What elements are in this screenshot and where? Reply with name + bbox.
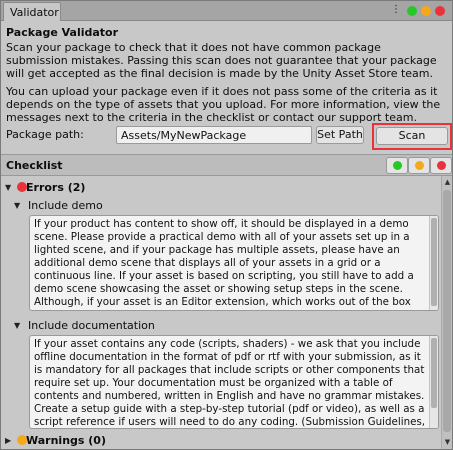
message-scrollbar[interactable] <box>429 336 438 428</box>
expand-arrow-icon[interactable]: ▼ <box>14 321 21 330</box>
include-documentation-text: If your asset contains any code (scripts, shaders) - we ask that you include offline documentation in the format of pdf or rtf with your submission, as it is mandatory for all packages that include scripts or other components that require set up. Your documentation must be organized with a table of contents and numbered, written in English and have no grammar mistakes. Create a setup guide with a step-by-step tutorial (pdf or video), as well as a script reference if users will need to do any coding. (Submission Guidelines, <box>34 338 426 428</box>
item-include-documentation[interactable] <box>14 318 155 334</box>
message-scroll-thumb[interactable] <box>431 218 437 306</box>
green-dot-icon <box>393 161 402 170</box>
description-paragraph-1: Scan your package to check that it does not have common package submission mistakes. Passing this scan does not guarantee that your package will get accepted as the final decision is made by the Unity Asset Store team. <box>6 41 437 80</box>
validator-content <box>1 22 452 449</box>
title-bar <box>1 1 452 21</box>
page-title: Package Validator <box>6 26 119 39</box>
collapse-arrow-icon[interactable]: ▶ <box>5 436 12 445</box>
include-documentation-message <box>29 335 439 429</box>
close-dot-icon[interactable] <box>435 6 445 16</box>
scroll-up-icon[interactable]: ▲ <box>444 178 451 186</box>
tab-validator[interactable]: Validator <box>3 2 61 21</box>
message-scrollbar[interactable] <box>429 216 438 310</box>
checklist-header <box>1 154 452 176</box>
minimize-dot-icon[interactable] <box>421 6 431 16</box>
window-menu-icon[interactable]: ⋮ <box>391 4 401 15</box>
red-dot-icon <box>437 161 446 170</box>
category-warnings[interactable] <box>5 433 106 449</box>
description-paragraph-2: You can upload your package even if it does not pass some of the criteria as it depends on the type of assets that you upload. For more information, view the messages next to the criteria in the checklist or contact our support team. <box>6 85 441 124</box>
category-errors[interactable] <box>5 180 86 196</box>
scan-button[interactable]: Scan <box>376 127 448 145</box>
package-path-input[interactable] <box>116 126 312 144</box>
checklist-title: Checklist <box>6 159 63 172</box>
include-demo-text: If your product has content to show off, it should be displayed in a demo scene. Please provide a practical demo with all of your assets set up in a lighted scene, and if your package has multiple assets, please have an additional demo scene that displays all of your assets in a grid or a continuous line. If your asset is based on scripting, you still have to add a demo scene showcasing the asset or showing setup steps in the scene. Although, if your asset is an Editor extension, which works out of the box <box>34 218 414 308</box>
scroll-down-icon[interactable]: ▼ <box>444 438 451 446</box>
maximize-dot-icon[interactable] <box>407 6 417 16</box>
checklist-scrollbar[interactable] <box>441 176 452 449</box>
include-documentation-label: Include documentation <box>28 319 155 332</box>
expand-arrow-icon[interactable]: ▼ <box>5 183 12 192</box>
include-demo-message <box>29 215 439 311</box>
filter-warnings-button[interactable] <box>408 157 430 174</box>
package-path-label: Package path: <box>6 128 84 141</box>
item-include-demo[interactable] <box>14 198 103 214</box>
include-demo-label: Include demo <box>28 199 103 212</box>
warnings-label: Warnings (0) <box>26 434 106 447</box>
checklist-scroll-thumb[interactable] <box>443 190 451 432</box>
filter-passed-button[interactable] <box>386 157 408 174</box>
expand-arrow-icon[interactable]: ▼ <box>14 201 21 210</box>
errors-label: Errors (2) <box>26 181 86 194</box>
filter-errors-button[interactable] <box>430 157 452 174</box>
message-scroll-thumb[interactable] <box>431 338 437 408</box>
orange-dot-icon <box>415 161 424 170</box>
set-path-button[interactable]: Set Path <box>316 126 364 144</box>
checklist-list <box>1 176 452 449</box>
